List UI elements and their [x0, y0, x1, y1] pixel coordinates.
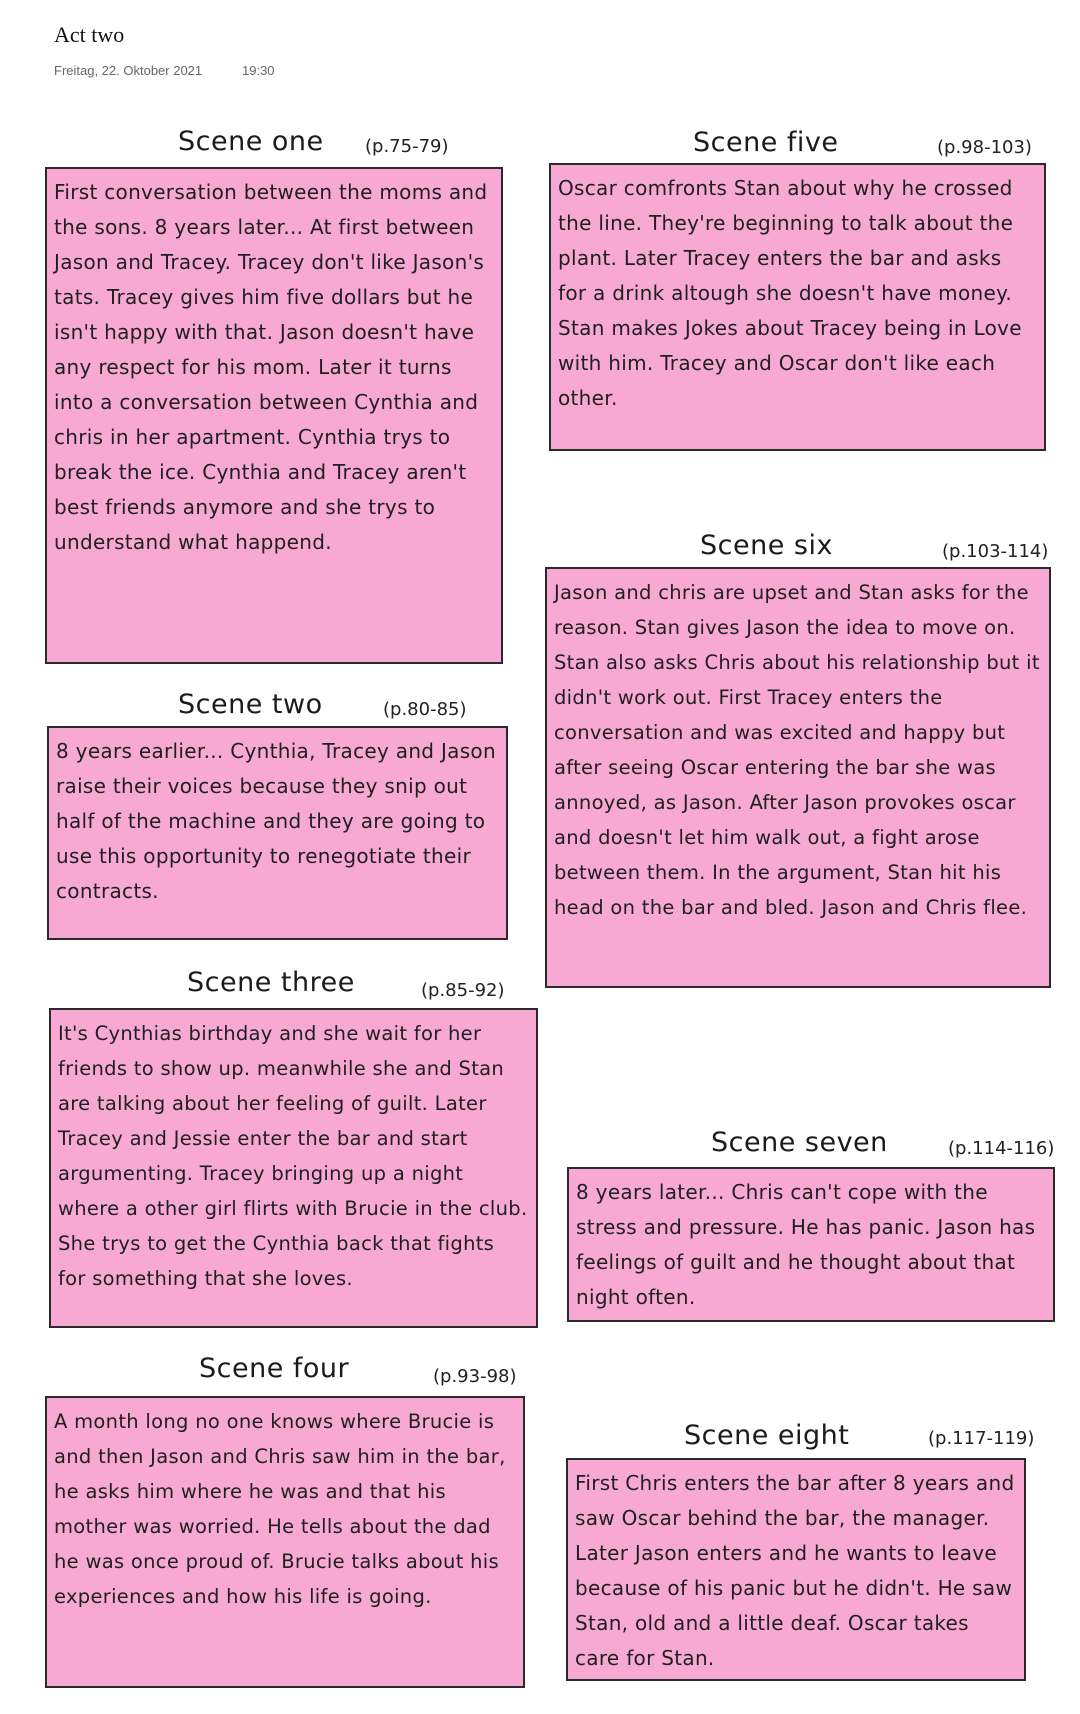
scene-six-text: Jason and chris are upset and Stan asks for the reason. Stan gives Jason the idea to move on. Stan also asks Chris about his relationship but it didn't work out. First Tracey enters the conversation and was excited and happy but after seeing Oscar entering the bar she was annoyed, as Jason. After Jason provokes oscar and doesn't let him walk out, a fight arose between them. In the argument, Stan hit his head on the bar and bled. Jason and Chris flee. [554, 581, 1040, 919]
scene-five-title: Scene five [693, 127, 839, 158]
scene-two-pages: (p.80-85) [383, 699, 467, 720]
note-time: 19:30 [242, 63, 275, 78]
scene-one-box [45, 167, 503, 664]
scene-eight-text: First Chris enters the bar after 8 years and saw Oscar behind the bar, the manager. Later Jason enters and he wants to leave because of his panic but he didn't. He saw Stan, old and a little deaf. Oscar takes care for Stan. [575, 1471, 1015, 1670]
scene-seven-box [567, 1167, 1055, 1322]
scene-eight-box [566, 1458, 1026, 1681]
scene-seven-pages: (p.114-116) [948, 1138, 1055, 1159]
note-date: Freitag, 22. Oktober 2021 [54, 63, 203, 78]
scene-two-box [47, 726, 508, 940]
scene-one-pages: (p.75-79) [365, 136, 449, 157]
scene-five-pages: (p.98-103) [937, 137, 1032, 158]
scene-seven-title: Scene seven [711, 1127, 888, 1158]
scene-eight-title: Scene eight [684, 1420, 850, 1451]
scene-two-text: 8 years earlier... Cynthia, Tracey and Jason raise their voices because they snip out half of the machine and they are going to use this opportunity to renegotiate their contracts. [56, 739, 496, 903]
scene-two-title: Scene two [178, 689, 323, 720]
scene-three-text: It's Cynthias birthday and she wait for her friends to show up. meanwhile she and Stan are talking about her feeling of guilt. Later Tracey and Jessie enter the bar and start argumenting. Tracey bringing up a night where a other girl flirts with Brucie in the club. She trys to get the Cynthia back that fights for something that she loves. [58, 1022, 528, 1290]
scene-three-title: Scene three [187, 967, 355, 998]
page-title: Act two [54, 22, 125, 47]
scene-six-box [545, 567, 1051, 988]
scene-six-pages: (p.103-114) [942, 541, 1049, 562]
scene-four-box [45, 1396, 525, 1688]
scene-eight-pages: (p.117-119) [928, 1428, 1035, 1449]
scene-four-title: Scene four [199, 1353, 350, 1384]
scene-three-box [49, 1008, 538, 1328]
scene-six-title: Scene six [700, 530, 833, 561]
scene-five-box [549, 163, 1046, 451]
scene-four-text: A month long no one knows where Brucie is and then Jason and Chris saw him in the bar, he asks him where he was and that his mother was worried. He tells about the dad he was once proud of. Brucie talks about his experiences and how his life is going. [54, 1410, 506, 1608]
scene-four-pages: (p.93-98) [433, 1366, 517, 1387]
scene-one-text: First conversation between the moms and the sons. 8 years later... At first between Jason and Tracey. Tracey don't like Jason's tats. Tracey gives him five dollars but he isn't happy with that. Jason doesn't have any respect for his mom. Later it turns into a conversation between Cynthia and chris in her apartment. Cynthia trys to break the ice. Cynthia and Tracey aren't best friends anymore and she trys to understand what happend. [54, 180, 488, 554]
scene-five-text: Oscar comfronts Stan about why he crossed the line. They're beginning to talk about the plant. Later Tracey enters the bar and asks for a drink altough she doesn't have money. Stan makes Jokes about Tracey being in Love with him. Tracey and Oscar don't like each other. [558, 176, 1022, 410]
scene-three-pages: (p.85-92) [421, 980, 505, 1001]
scene-seven-text: 8 years later... Chris can't cope with the stress and pressure. He has panic. Jason has feelings of guilt and he thought about that night often. [576, 1180, 1036, 1309]
scene-one-title: Scene one [178, 126, 324, 157]
